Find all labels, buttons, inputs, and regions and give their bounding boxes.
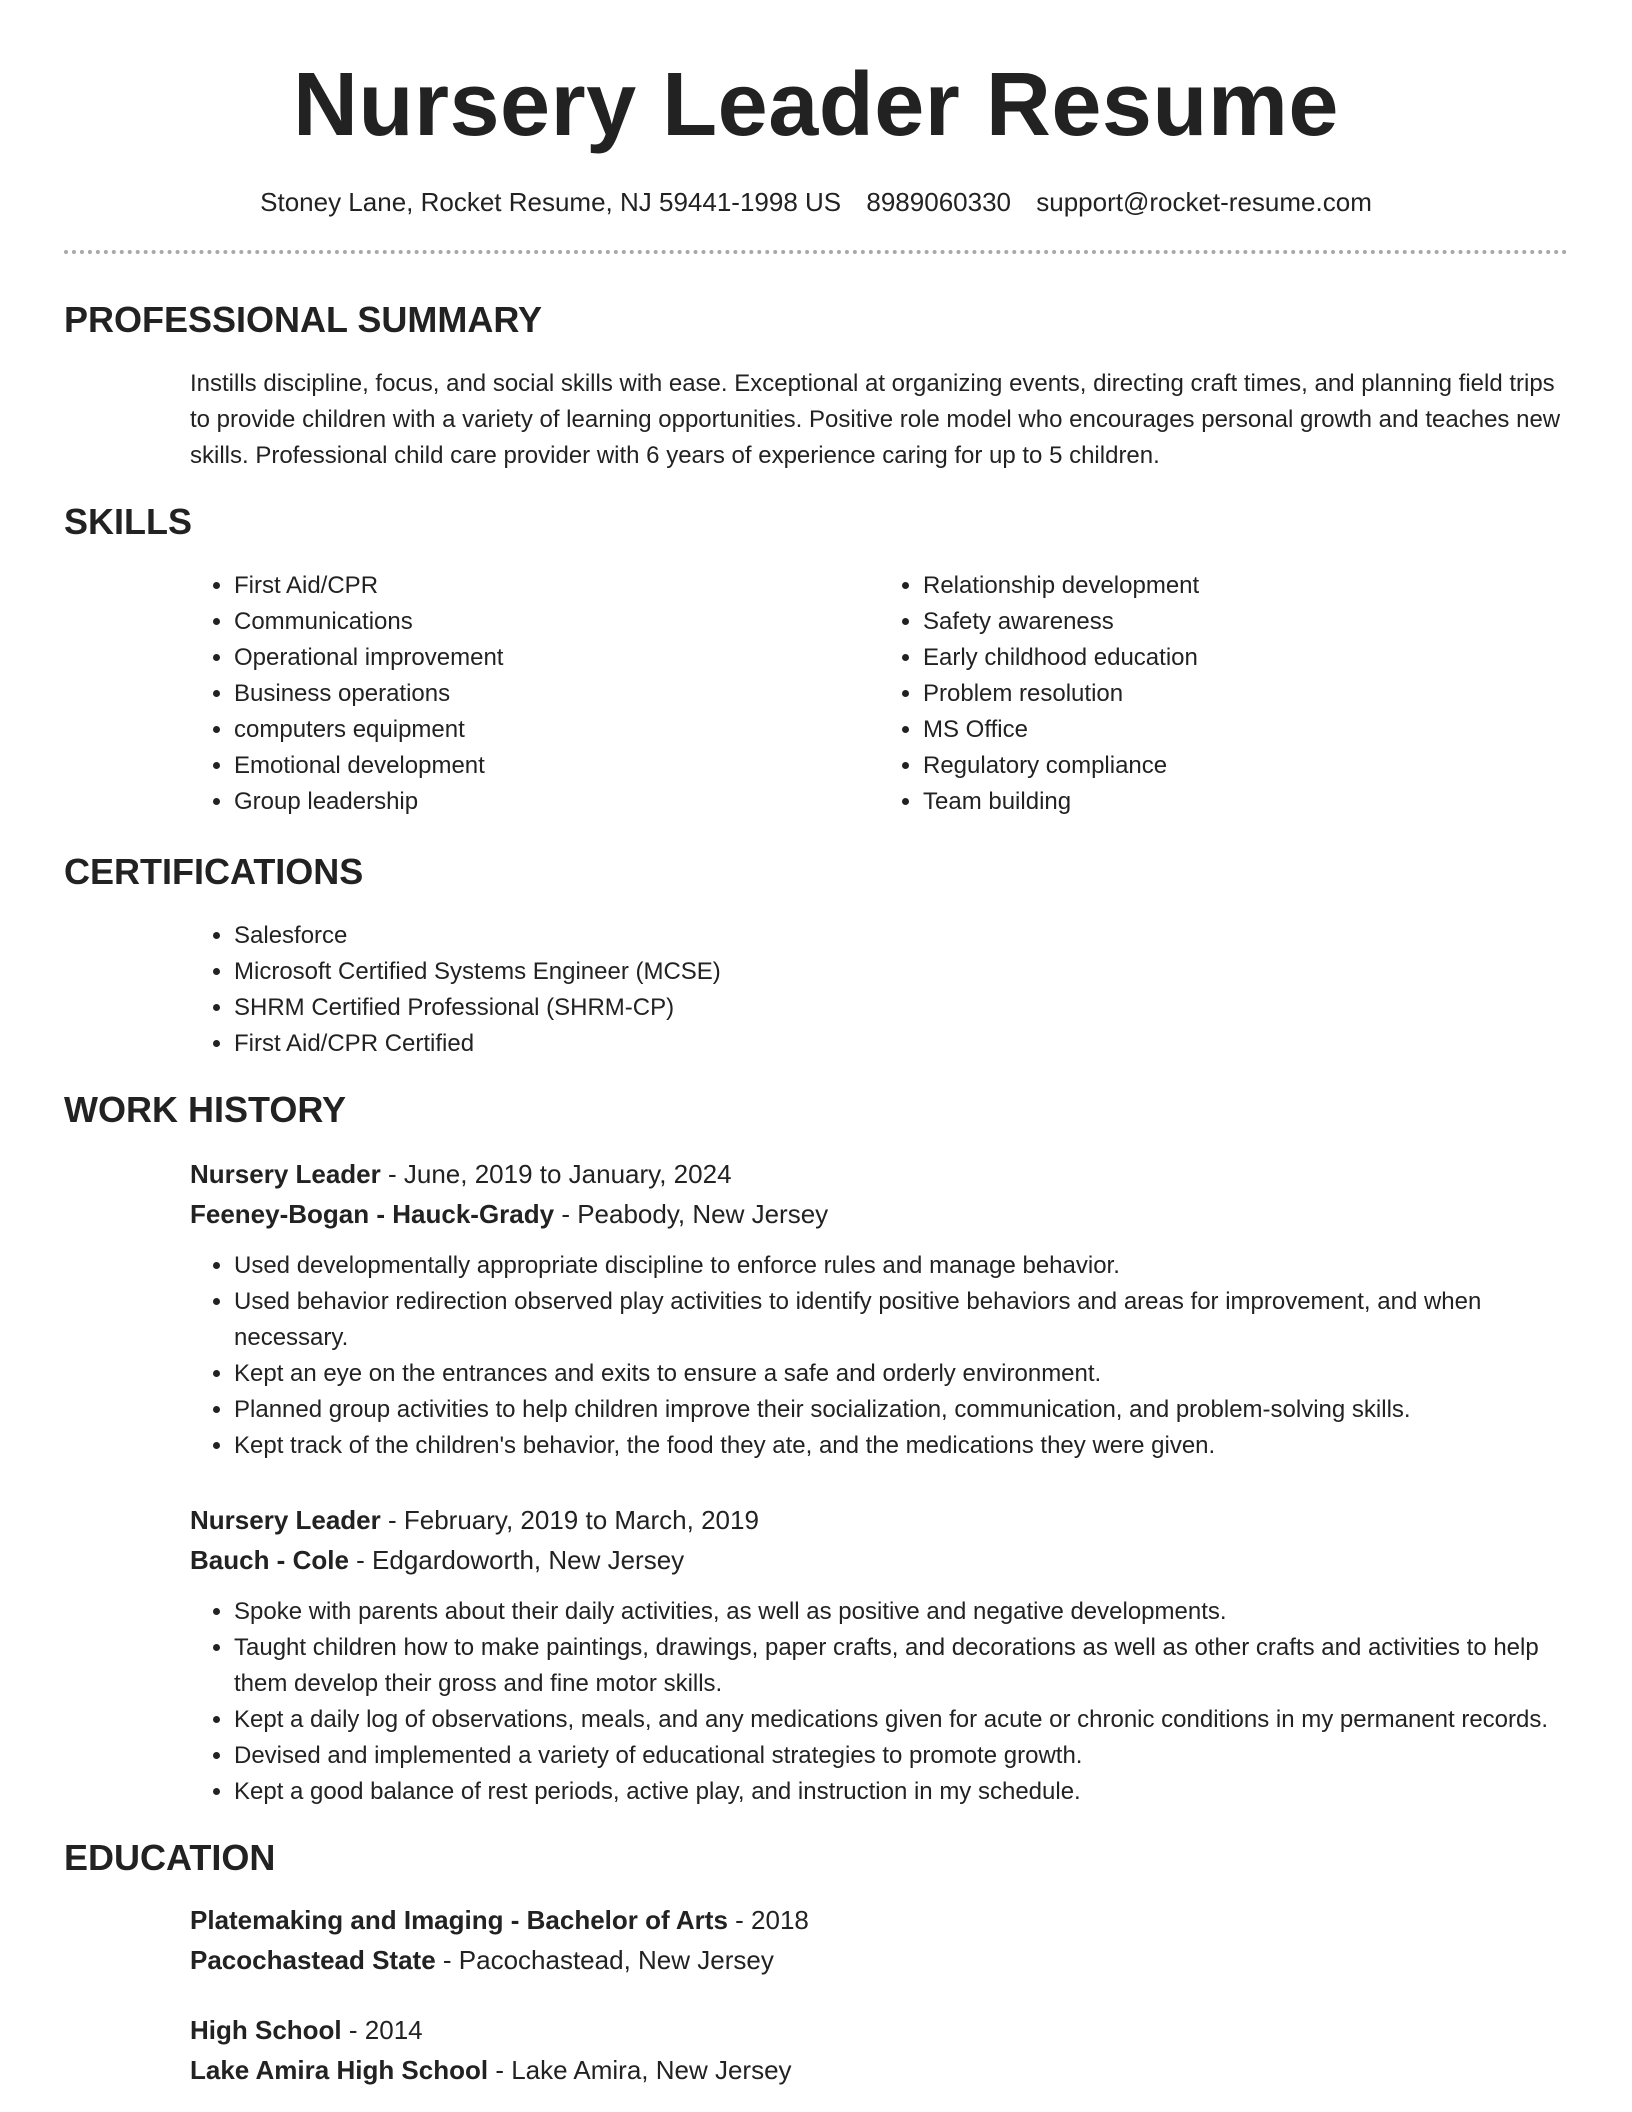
certification-item: • First Aid/CPR Certified — [234, 1026, 1568, 1062]
certification-item: • Microsoft Certified Systems Engineer (MCSE) — [234, 954, 1568, 990]
job-location: - Peabody, New Jersey — [554, 1199, 829, 1229]
contact-address: Stoney Lane, Rocket Resume, NJ 59441-1998 US — [260, 187, 842, 217]
summary-text: Instills discipline, focus, and social skills with ease. Exceptional at organizing events, directing craft times, and planning field trips to provide children with a variety of learning opportunities. Positive role model who encourages personal growth and teaches new skills. Professional child care provider with 6 years of experience caring for up to 5 children. — [190, 370, 1561, 469]
education-location: - Lake Amira, New Jersey — [488, 2055, 792, 2085]
skill-item: • Emotional development — [234, 748, 879, 784]
skills-list-left — [190, 568, 879, 820]
education-degree-line — [190, 1900, 1568, 1940]
job-bullet: • Kept a daily log of observations, meals, and any medications given for acute or chronic conditions in my permanent records. — [234, 1702, 1568, 1738]
skill-item: • Problem resolution — [923, 676, 1568, 712]
education-school-line — [190, 1940, 1568, 1980]
skill-item: • Group leadership — [234, 784, 879, 820]
education-year: - 2018 — [727, 1905, 809, 1935]
job-bullet: • Used developmentally appropriate discipline to enforce rules and manage behavior. — [234, 1248, 1568, 1284]
skill-item: • Safety awareness — [923, 604, 1568, 640]
certifications-list — [190, 918, 1568, 1062]
job-bullet: • Spoke with parents about their daily activities, as well as positive and negative developments. — [234, 1594, 1568, 1630]
job-company: Bauch - Cole — [190, 1545, 349, 1575]
skills-heading: SKILLS — [64, 501, 193, 542]
education-year: - 2014 — [341, 2015, 423, 2045]
job-entry — [190, 1154, 1568, 1464]
header-divider — [64, 250, 1568, 254]
job-bullet: • Kept track of the children's behavior, the food they ate, and the medications they were given. — [234, 1428, 1568, 1464]
skill-item: • computers equipment — [234, 712, 879, 748]
skills-list-right — [879, 568, 1568, 820]
job-bullet: • Taught children how to make paintings, drawings, paper crafts, and decorations as well as other crafts and activities to help them develop their gross and fine motor skills. — [234, 1630, 1568, 1702]
education-school: Lake Amira High School — [190, 2055, 489, 2085]
skill-item: • Early childhood education — [923, 640, 1568, 676]
skill-item: • Team building — [923, 784, 1568, 820]
certifications-heading: CERTIFICATIONS — [64, 851, 364, 892]
work-history-heading: WORK HISTORY — [64, 1089, 347, 1130]
certification-item: • Salesforce — [234, 918, 1568, 954]
job-bullet: • Devised and implemented a variety of educational strategies to promote growth. — [234, 1738, 1568, 1774]
education-school: Pacochastead State — [190, 1945, 436, 1975]
job-bullets — [190, 1248, 1568, 1464]
job-location: - Edgardoworth, New Jersey — [348, 1545, 685, 1575]
job-bullet: • Kept a good balance of rest periods, active play, and instruction in my schedule. — [234, 1774, 1568, 1810]
job-title: Nursery Leader — [190, 1159, 381, 1189]
education-heading: EDUCATION — [64, 1837, 276, 1878]
skill-item: • Regulatory compliance — [923, 748, 1568, 784]
education-entry — [190, 2010, 1568, 2090]
job-bullet: • Used behavior redirection observed play activities to identify positive behaviors and areas for improvement, and when necessary. — [234, 1284, 1568, 1356]
skill-item: • Business operations — [234, 676, 879, 712]
job-company-line — [190, 1540, 1568, 1580]
job-bullet: • Planned group activities to help children improve their socialization, communication, and problem-solving skills. — [234, 1392, 1568, 1428]
education-entry — [190, 1900, 1568, 1980]
certification-item: • SHRM Certified Professional (SHRM-CP) — [234, 990, 1568, 1026]
job-title-line — [190, 1154, 1568, 1194]
education-degree: High School — [190, 2015, 342, 2045]
job-bullets — [190, 1594, 1568, 1810]
job-dates: - June, 2019 to January, 2024 — [380, 1159, 732, 1189]
job-title-line — [190, 1500, 1568, 1540]
job-entry — [190, 1500, 1568, 1810]
education-school-line — [190, 2050, 1568, 2090]
education-location: - Pacochastead, New Jersey — [435, 1945, 774, 1975]
job-company: Feeney-Bogan - Hauck-Grady — [190, 1199, 555, 1229]
summary-heading: PROFESSIONAL SUMMARY — [64, 299, 543, 340]
job-dates: - February, 2019 to March, 2019 — [380, 1505, 759, 1535]
skills-grid — [64, 568, 1568, 820]
job-title: Nursery Leader — [190, 1505, 381, 1535]
skill-item: • Operational improvement — [234, 640, 879, 676]
job-bullet: • Kept an eye on the entrances and exits to ensure a safe and orderly environment. — [234, 1356, 1568, 1392]
contact-line — [64, 184, 1568, 220]
skill-item: • First Aid/CPR — [234, 568, 879, 604]
skill-item: • MS Office — [923, 712, 1568, 748]
skill-item: • Communications — [234, 604, 879, 640]
education-degree: Platemaking and Imaging - Bachelor of Arts — [190, 1905, 728, 1935]
job-company-line — [190, 1194, 1568, 1234]
skill-item: • Relationship development — [923, 568, 1568, 604]
education-degree-line — [190, 2010, 1568, 2050]
contact-email: support@rocket-resume.com — [1036, 187, 1372, 217]
resume-title: Nursery Leader Resume — [293, 55, 1339, 155]
contact-phone: 8989060330 — [866, 187, 1011, 217]
